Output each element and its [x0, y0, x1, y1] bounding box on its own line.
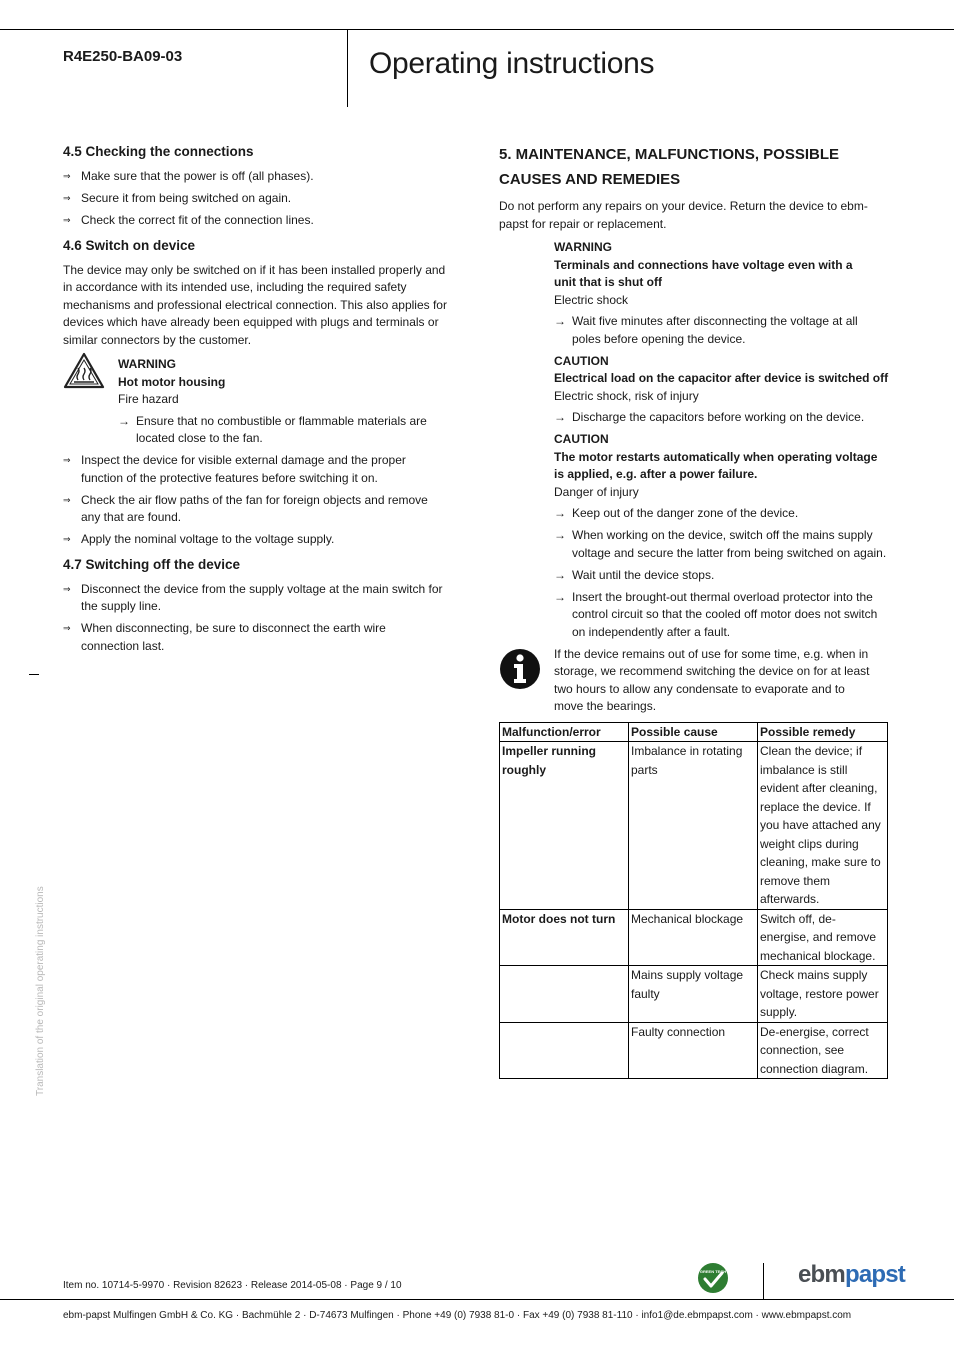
list-item: → Keep out of the danger zone of the device. — [554, 505, 889, 523]
list-item: → Ensure that no combustible or flammable materials are located close to the fan. — [118, 413, 427, 445]
footer-logo-divider — [763, 1263, 764, 1299]
sidebar-translation-note: Translation of the original operating instructions — [35, 886, 46, 1096]
bullet-arrow-icon: ⇒ — [63, 534, 71, 544]
header-top-rule — [0, 29, 954, 30]
model-number: R4E250-BA09-03 — [63, 48, 183, 65]
warning-actions — [118, 413, 447, 448]
warning-title: Hot motor housing — [118, 374, 226, 389]
list-item: ⇒ Disconnect the device from the supply voltage at the main switch for the supply line. — [63, 581, 443, 613]
table-cell: Switch off, de-energise, and remove mechanical blockage. — [758, 909, 888, 966]
table-cell: Clean the device; if imbalance is still evident after cleaning, replace the device. If you have attached any weight clips during cleaning, make sure to remove them afterwards. — [758, 742, 888, 910]
hot-housing-warning — [63, 356, 447, 448]
warning-title: Terminals and connections have voltage even with a unit that is shut off — [554, 257, 853, 289]
section-4-6-list — [63, 452, 447, 549]
table-header-row — [500, 722, 888, 742]
table-row — [500, 909, 888, 966]
svg-text:GREEN TECH: GREEN TECH — [699, 1269, 727, 1274]
list-item: ⇒ Check the correct fit of the connection lines. — [63, 212, 447, 230]
list-item: → Wait five minutes after disconnecting the voltage at all poles before opening the device. — [554, 314, 858, 346]
table-cell: Mains supply voltage faulty — [629, 966, 758, 1023]
info-text: If the device remains out of use for some time, e.g. when in storage, we recommend switching the device on for at least two hours to allow any condensate to evaporate and to move the bearings. — [554, 646, 870, 713]
right-arrow-icon: → — [554, 528, 566, 542]
footer-item-info: Item no. 10714-5-9970 · Revision 82623 · Release 2014-05-08 · Page 9 / 10 — [63, 1280, 402, 1291]
caution-title: The motor restarts automatically when operating voltage is applied, e.g. after a power failure. — [554, 449, 878, 481]
table-cell: Mechanical blockage — [629, 909, 758, 966]
caution-label: CAUTION — [554, 432, 609, 446]
table-cell: Motor does not turn — [500, 909, 629, 966]
caution-actions — [554, 505, 889, 641]
list-item: → Discharge the capacitors before working on the device. — [554, 409, 889, 427]
warning-label: WARNING — [118, 357, 176, 371]
warning-subtitle: Electric shock — [554, 292, 629, 307]
right-arrow-icon: → — [554, 506, 566, 520]
caution-label: CAUTION — [554, 353, 609, 368]
info-icon — [499, 648, 541, 690]
footer-rule — [0, 1299, 954, 1300]
restart-caution — [499, 431, 889, 641]
section-4-5-heading: 4.5 Checking the connections — [63, 144, 254, 159]
table-row — [500, 1022, 888, 1079]
footer-company-info: ebm-papst Mulfingen GmbH & Co. KG · Bachmühle 2 · D-74673 Mulfingen · Phone +49 (0) 7938 81-0 · Fax +49 (0) 7938 81-110 · info1@de.ebmpapst.com · www.ebmpapst.com — [63, 1310, 852, 1321]
capacitor-caution — [499, 353, 889, 427]
table-row — [500, 742, 888, 910]
document-title: Operating instructions — [369, 47, 655, 80]
malfunction-table — [499, 722, 888, 1080]
right-column — [499, 142, 889, 1079]
table-cell: Impeller running roughly — [500, 742, 629, 910]
table-cell — [500, 1022, 629, 1079]
list-item: ⇒ Inspect the device for visible external damage and the proper function of the protective features before switching it on. — [63, 453, 406, 485]
section-4-6-text: The device may only be switched on if it has been installed properly and in accordance with its intended use, including the required safety mechanisms and professional electrical connection. This also applies for devices which have already been equipped with plugs and terminals or similar connectors by the customer. — [63, 262, 447, 347]
section-5-heading: 5. MAINTENANCE, MALFUNCTIONS, POSSIBLE CAUSES AND REMEDIES — [499, 146, 840, 188]
warning-subtitle: Fire hazard — [118, 392, 179, 406]
table-cell — [500, 966, 629, 1023]
caution-subtitle: Electric shock, risk of injury — [554, 388, 699, 403]
right-arrow-icon: → — [118, 413, 130, 428]
table-row — [500, 966, 888, 1023]
voltage-warning — [499, 239, 889, 348]
right-arrow-icon: → — [554, 410, 566, 424]
list-item: → Wait until the device stops. — [554, 567, 889, 585]
list-item: → When working on the device, switch off the mains supply voltage and secure the latter from being switched on again. — [554, 528, 887, 560]
caution-actions — [554, 409, 889, 427]
bullet-arrow-icon: ⇒ — [63, 215, 71, 225]
section-4-7-list — [63, 581, 447, 656]
info-note — [499, 646, 874, 716]
greentech-logo — [697, 1262, 729, 1294]
column-header: Possible cause — [629, 722, 758, 742]
bullet-arrow-icon: ⇒ — [63, 171, 71, 181]
table-cell: De-energise, correct connection, see connection diagram. — [758, 1022, 888, 1079]
list-item: → Insert the brought-out thermal overload protector into the control circuit so that the cooled off motor does not switch on independently after a fault. — [554, 589, 878, 639]
list-item: ⇒ Check the air flow paths of the fan for foreign objects and remove any that are found. — [63, 492, 428, 524]
left-column — [63, 142, 447, 660]
table-cell: Faulty connection — [629, 1022, 758, 1079]
right-arrow-icon: → — [554, 567, 566, 582]
bullet-arrow-icon: ⇒ — [63, 623, 71, 633]
list-item: ⇒ When disconnecting, be sure to disconnect the earth wire connection last. — [63, 621, 386, 653]
section-4-6-heading: 4.6 Switch on device — [63, 237, 196, 253]
right-arrow-icon: → — [554, 589, 566, 604]
list-item: ⇒ Secure it from being switched on again. — [63, 190, 447, 208]
header-divider — [347, 29, 348, 107]
list-item: ⇒ Apply the nominal voltage to the voltage supply. — [63, 531, 447, 549]
section-4-7-heading: 4.7 Switching off the device — [63, 556, 241, 572]
list-item: ⇒ Make sure that the power is off (all phases). — [63, 168, 447, 186]
margin-mark — [29, 674, 39, 675]
warning-label: WARNING — [554, 240, 612, 254]
ebmpapst-logo: ebmpapst — [798, 1261, 905, 1288]
right-arrow-icon: → — [554, 314, 566, 328]
caution-subtitle: Danger of injury — [554, 484, 639, 499]
hot-surface-warning-icon — [63, 352, 105, 390]
table-cell: Check mains supply voltage, restore power supply. — [758, 966, 888, 1023]
section-4-5-list — [63, 168, 447, 230]
column-header: Possible remedy — [758, 722, 888, 742]
bullet-arrow-icon: ⇒ — [63, 583, 71, 594]
bullet-arrow-icon: ⇒ — [63, 494, 71, 505]
warning-actions — [554, 313, 889, 348]
bullet-arrow-icon: ⇒ — [63, 193, 71, 203]
table-cell: Imbalance in rotating parts — [629, 742, 758, 910]
bullet-arrow-icon: ⇒ — [63, 455, 71, 465]
section-5-intro: Do not perform any repairs on your device. Return the device to ebm-papst for repair or replacement. — [499, 199, 868, 231]
column-header: Malfunction/error — [500, 722, 629, 742]
caution-title: Electrical load on the capacitor after device is switched off — [554, 371, 889, 385]
